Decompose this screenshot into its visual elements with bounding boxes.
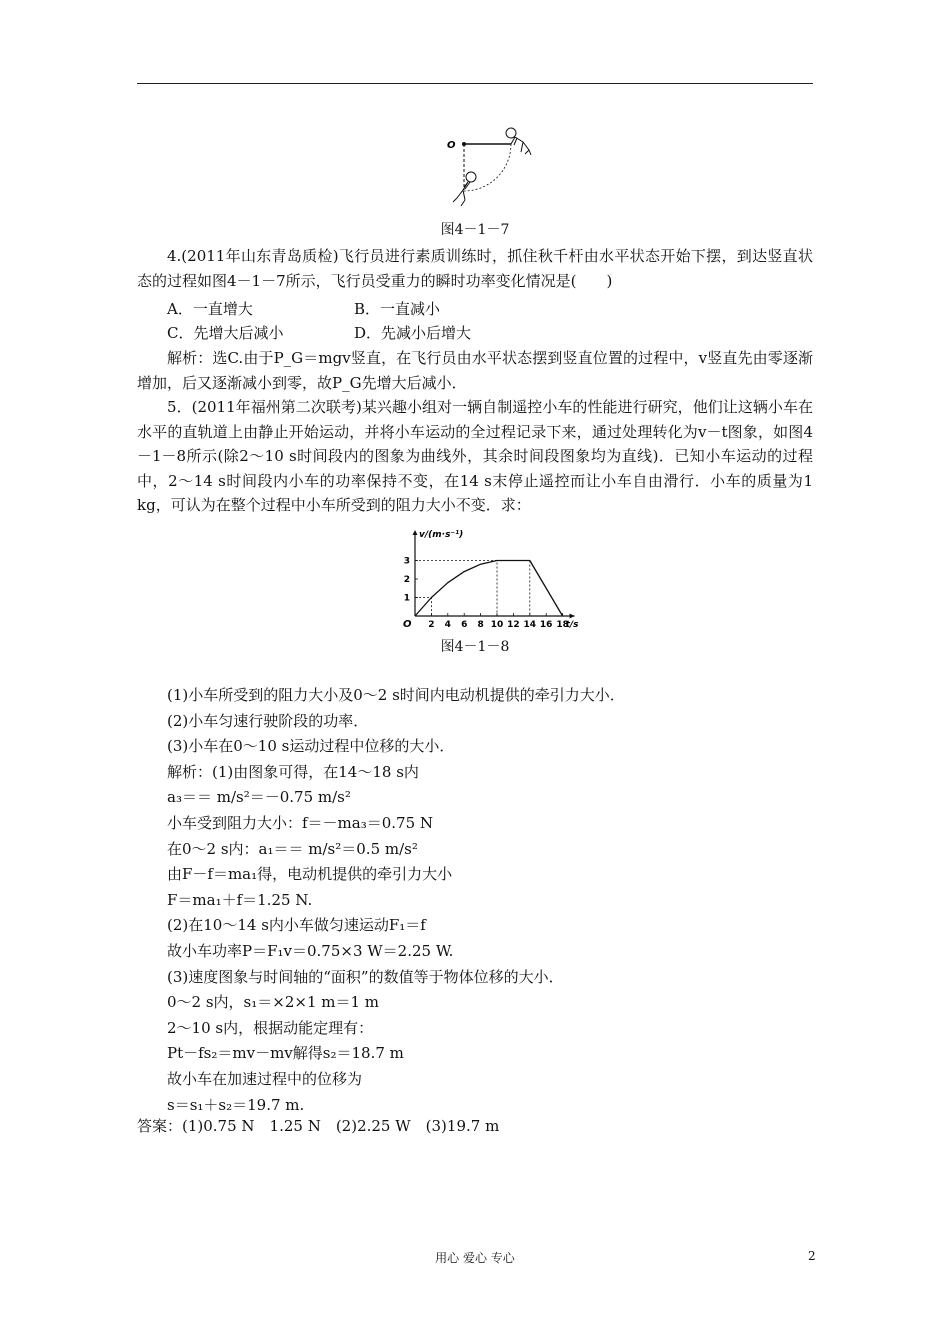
- x-axis-label: t/s: [565, 620, 579, 630]
- q5-stem: 5．(2011年福州第二次联考)某兴趣小组对一辆自制遥控小车的性能进行研究，他们让这辆小车在水平的直轨道上由静止开始运动，并将小车运动的全过程记录下来，通过处理转化为v－t图象，如图4－1－8所示(除2～10 s时间段内的图象为曲线外，其余时间段图象均为直线)．已知小车运动的过程中，2～14 s时间段内小车的功率保持不变，在14 s末停止遥控而让小车自由滑行．小车的质量为1 kg，可认为在整个过程中小车所受到的阻力大小不变．求：: [137, 398, 813, 514]
- solution-line: 0～2 s内，s₁＝×2×1 m＝1 m: [167, 993, 380, 1012]
- x-tick-label: 4: [444, 620, 451, 630]
- origin-label: O: [403, 619, 412, 630]
- x-axis-arrow: [570, 614, 575, 619]
- answer-line: 答案：(1)0.75 N 1.25 N (2)2.25 W (3)19.7 m: [137, 1117, 500, 1135]
- x-tick-label: 16: [539, 620, 553, 630]
- page-number: 2: [808, 1249, 816, 1263]
- x-tick-label: 2: [428, 620, 435, 630]
- solution-line: (1)小车所受到的阻力大小及0～2 s时间内电动机提供的牵引力大小．: [167, 686, 625, 704]
- solution-line: (3)小车在0～10 s运动过程中位移的大小．: [167, 737, 455, 756]
- solution-line: 由F－f＝ma₁得，电动机提供的牵引力大小: [167, 865, 453, 884]
- header-rule: [137, 83, 813, 84]
- x-tick-label: 8: [477, 620, 484, 630]
- x-tick-label: 12: [507, 620, 520, 630]
- y-axis-arrow: [413, 530, 418, 535]
- y-tick-label: 3: [403, 556, 410, 567]
- q4-option-a: A．一直增大: [167, 300, 253, 318]
- y-tick-label: 2: [403, 575, 410, 585]
- solution-line: (2)小车匀速行驶阶段的功率．: [167, 711, 369, 730]
- q4-option-b: B．一直减小: [354, 300, 441, 318]
- figure-swing: [445, 118, 545, 213]
- x-tick-label: 14: [523, 620, 537, 630]
- guide-t10: [415, 561, 497, 617]
- solution-line: 故小车在加速过程中的位移为: [167, 1070, 363, 1088]
- solution-line: Pt－fs₂＝mv－mv解得s₂＝18.7 m: [167, 1044, 404, 1063]
- figure-caption-4-1-7: 图4－1－7: [440, 222, 510, 238]
- solution-line: (3)速度图象与时间轴的“面积”的数值等于物体位移的大小．: [167, 967, 564, 986]
- x-tick-label: 6: [461, 620, 468, 630]
- solution-line: 在0～2 s内：a₁＝＝ m/s²＝0.5 m/s²: [167, 839, 418, 858]
- q4-stem: 4.(2011年山东青岛质检)飞行员进行素质训练时，抓住秋千杆由水平状态开始下摆，到达竖直状态的过程如图4－1－7所示，飞行员受重力的瞬时功率变化情况是( ): [137, 247, 813, 290]
- solution-line: 故小车功率P＝F₁v＝0.75×3 W＝2.25 W.: [167, 942, 454, 960]
- swing-origin-label: O: [447, 140, 456, 151]
- solution-line: s＝s₁＋s₂＝19.7 m.: [167, 1095, 305, 1114]
- q4-option-d: D．先减小后增大: [354, 324, 472, 342]
- y-axis-label: v/(m·s⁻¹): [419, 530, 464, 540]
- figure-caption-4-1-8: 图4－1－8: [440, 639, 510, 655]
- solution-line: (2)在10～14 s内小车做匀速运动F₁＝f: [167, 916, 426, 935]
- footer-slogan: 用心 爱心 专心: [435, 1251, 515, 1265]
- q4-option-c: C．先增大后减小: [167, 324, 284, 342]
- x-tick-label: 10: [490, 620, 504, 630]
- y-tick-label: 1: [403, 593, 410, 604]
- solution-line: 2～10 s内，根据动能定理有：: [167, 1018, 374, 1037]
- x-tick-label: 18: [556, 620, 569, 630]
- q4-analysis: 解析：选C.由于P_G＝mgv竖直，在飞行员由水平状态摆到竖直位置的过程中，v竖直先由零逐渐增加，后又逐渐减小到零，故P_G先增大后减小．: [137, 349, 813, 392]
- solution-line: 小车受到阻力大小：f＝－ma₃＝0.75 N: [167, 814, 434, 832]
- series-line: [415, 561, 563, 617]
- solution-line: 解析：(1)由图象可得，在14～18 s内: [167, 762, 419, 781]
- solution-line: F＝ma₁＋f＝1.25 N.: [167, 890, 313, 909]
- vt-chart: [395, 524, 585, 632]
- solution-line: a₃＝＝ m/s²＝－0.75 m/s²: [167, 788, 351, 807]
